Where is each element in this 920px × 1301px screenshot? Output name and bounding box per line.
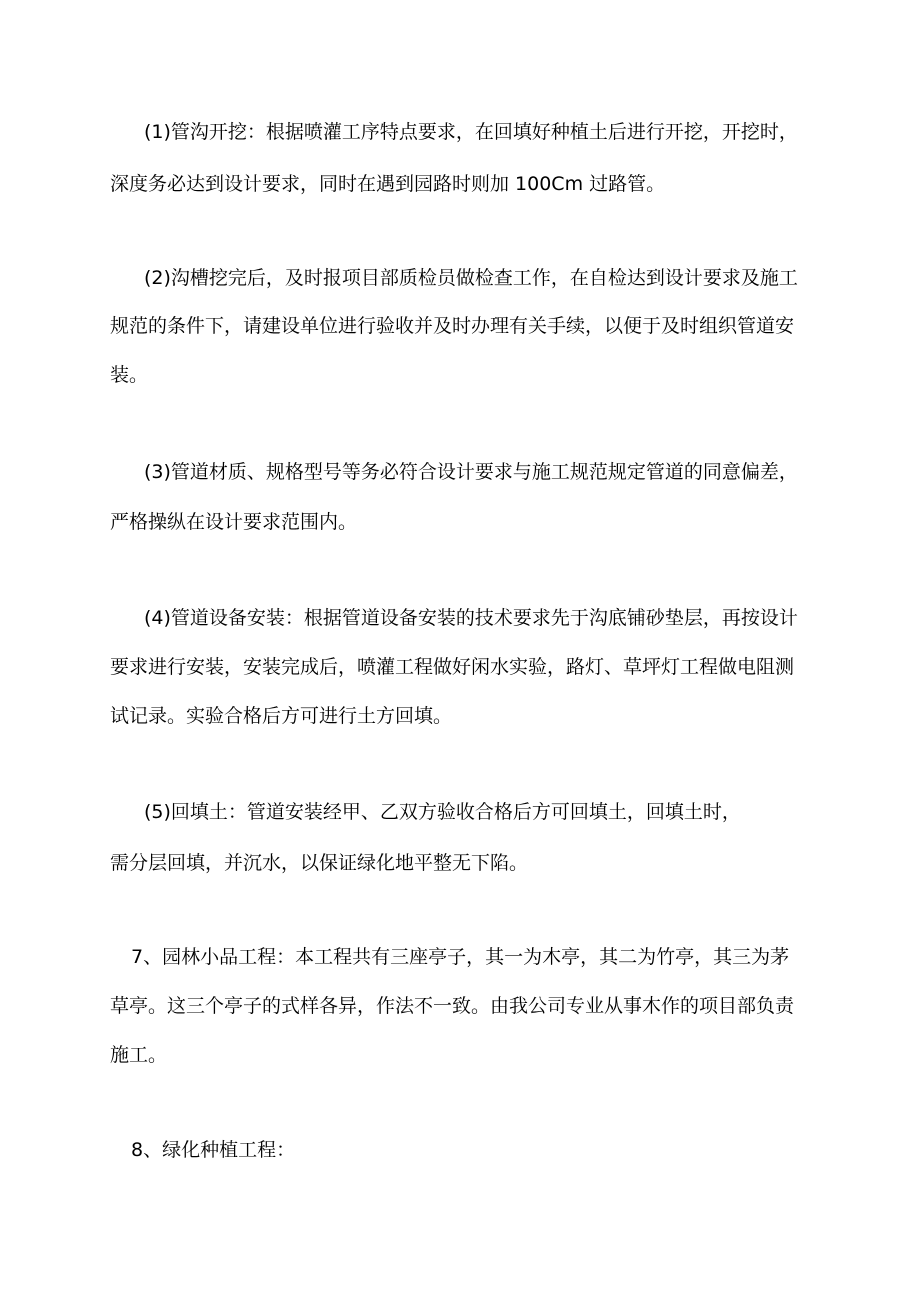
text-line: 试记录。实验合格后方可进行土方回填。 <box>110 705 453 727</box>
text-line: 装。 <box>110 364 149 386</box>
text-line: 草亭。这三个亭子的式样各异，作法不一致。由我公司专业从事木作的项目部负责 <box>110 995 795 1017</box>
text-line: 深度务必达到设计要求，同时在遇到园路时则加 100Cm 过路管。 <box>110 173 666 195</box>
text-line: 要求进行安装，安装完成后，喷灌工程做好闲水实验，路灯、草坪灯工程做电阻测 <box>110 656 795 678</box>
section-heading: 8、绿化种植工程： <box>131 1139 296 1161</box>
text-line: 7、园林小品工程：本工程共有三座亭子，其一为木亭，其二为竹亭，其三为茅 <box>131 946 790 968</box>
text-line: (4)管道设备安装：根据管道设备安装的技术要求先于沟底铺砂垫层，再按设计 <box>144 607 798 629</box>
text-line: 规范的条件下，请建设单位进行验收并及时办理有关手续，以便于及时组织管道安 <box>110 315 795 337</box>
text-line: (1)管沟开挖：根据喷灌工序特点要求，在回填好种植土后进行开挖，开挖时， <box>144 121 798 143</box>
text-line: (2)沟槽挖完后，及时报项目部质检员做检查工作，在自检达到设计要求及施工 <box>144 267 798 289</box>
text-line: 严格操纵在设计要求范围内。 <box>110 511 358 533</box>
text-line: (5)回填土：管道安装经甲、乙双方验收合格后方可回填土，回填土时， <box>144 801 741 823</box>
text-line: 施工。 <box>110 1044 168 1066</box>
text-line: (3)管道材质、规格型号等务必符合设计要求与施工规范规定管道的同意偏差， <box>144 461 798 483</box>
text-line: 需分层回填，并沉水，以保证绿化地平整无下陷。 <box>110 852 529 874</box>
